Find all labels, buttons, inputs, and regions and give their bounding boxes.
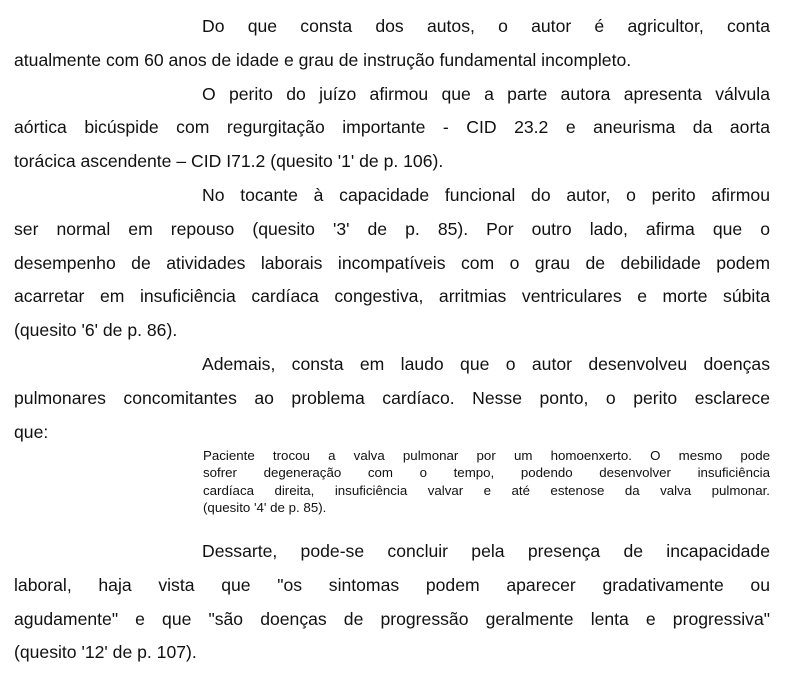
text-line: pulmonares concomitantes ao problema cardíaco. Nesse ponto, o perito esclarece (14, 387, 770, 408)
text-line: O perito do juízo afirmou que a parte autora apresenta válvula (202, 83, 770, 104)
quote-line: (quesito '4' de p. 85). (203, 499, 327, 515)
text-line: Ademais, consta em laudo que o autor desenvolveu doenças (202, 353, 770, 374)
text-line: agudamente" e que "são doenças de progressão geralmente lenta e progressiva" (14, 608, 770, 629)
text-line: ser normal em repouso (quesito '3' de p. 85). Por outro lado, afirma que o (14, 218, 770, 239)
text-line: Dessarte, pode-se concluir pela presença de incapacidade (202, 541, 770, 561)
text-line: acarretar em insuficiência cardíaca congestiva, arritmias ventriculares e morte súbita (14, 286, 770, 307)
text-line: torácica ascendente – CID I71.2 (quesito '1' de p. 106). (14, 151, 444, 172)
text-line: desempenho de atividades laborais incompatíveis com o grau de debilidade podem (14, 252, 770, 273)
document-body (14, 10, 770, 449)
paragraph-autor (14, 10, 770, 78)
text-line: No tocante à capacidade funcional do autor, o perito afirmou (202, 184, 770, 205)
paragraph-pulmonar (14, 348, 770, 449)
text-line: atualmente com 60 anos de idade e grau de instrução fundamental incompleto. (14, 49, 632, 70)
paragraph-perito (14, 78, 770, 179)
quote-line: sofrer degeneração com o tempo, podendo desenvolver insuficiência (203, 465, 770, 481)
block-quote (203, 447, 770, 516)
text-line: (quesito '6' de p. 86). (14, 320, 178, 341)
paragraph-capacidade (14, 179, 770, 348)
paragraph-conclusao (14, 535, 770, 670)
text-line: laboral, haja vista que "os sintomas podem aparecer gradativamente ou (14, 574, 770, 595)
text-line: que: (14, 421, 49, 442)
quote-line: Paciente trocou a valva pulmonar por um homoenxerto. O mesmo pode (203, 448, 770, 463)
text-line: Do que consta dos autos, o autor é agricultor, conta (202, 16, 770, 36)
quote-line: cardíaca direita, insuficiência valvar e até estenose da valva pulmonar. (203, 482, 770, 498)
text-line: (quesito '12' de p. 107). (14, 642, 197, 663)
text-line: aórtica bicúspide com regurgitação importante - CID 23.2 e aneurisma da aorta (14, 117, 770, 138)
